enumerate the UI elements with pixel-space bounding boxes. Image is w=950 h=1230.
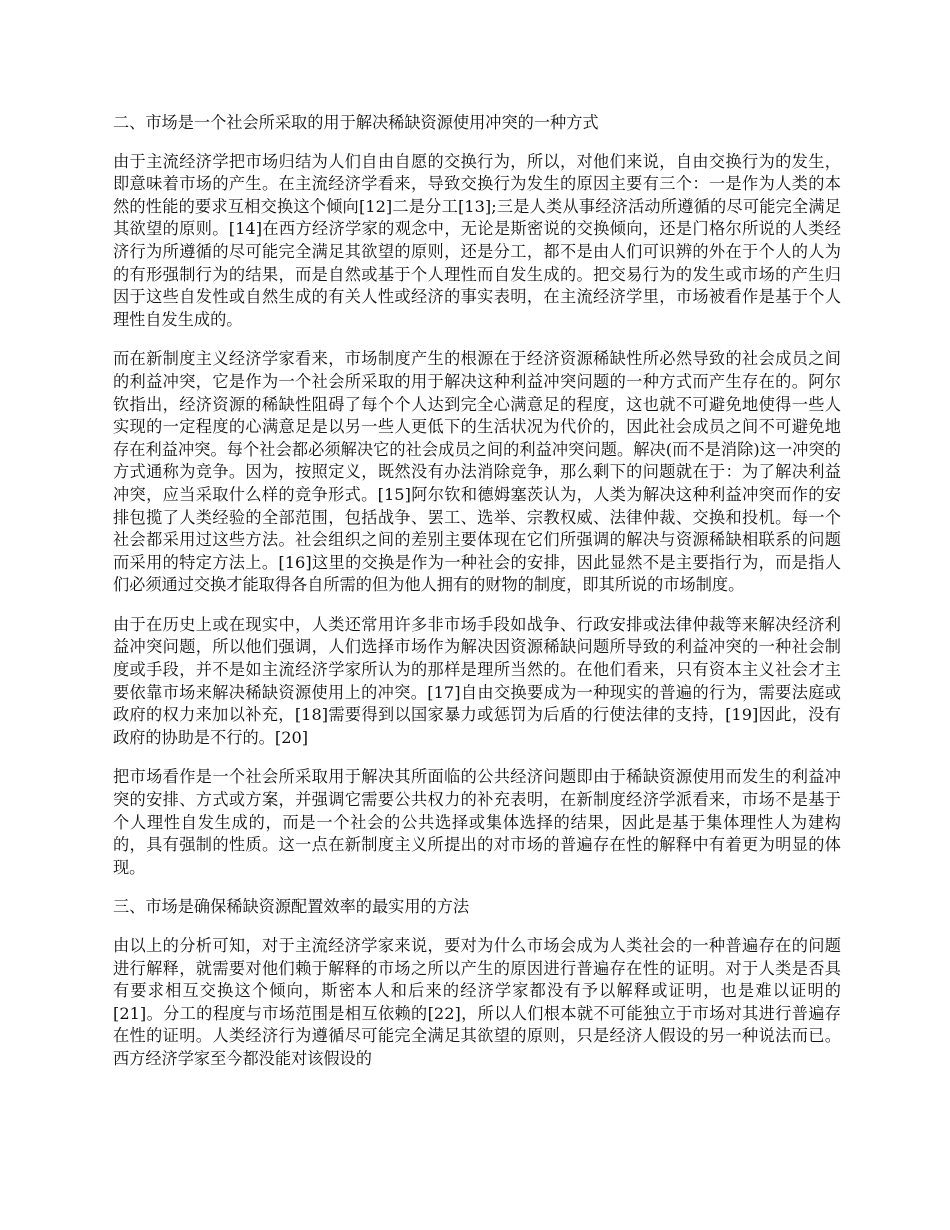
section-heading-2: 二、市场是一个社会所采取的用于解决稀缺资源使用冲突的一种方式 — [113, 113, 599, 132]
paragraph-non-market-means: 由于在历史上或在现实中，人类还常用许多非市场手段如战争、行政安排或法律仲裁等来解决经济利益冲突问题，所以他们强调，人们选择市场作为解决因资源稀缺问题所导致的利益冲突的一种社会制度或手段，并不是如主流经济学家所认为的那样是理所当然的。在他们看来，只有资本主义社会才主要依靠市场来解决稀缺资源使用上的冲突。[17]自由交换要成为一种现实的普遍的行为，需要法庭或政府的权力来加以补充，[18]需要得到以国家暴力或惩罚为后盾的行使法律的支持，[19]因此，没有政府的协助是不行的。[20] — [113, 614, 841, 747]
paragraph-mainstream-view: 由于主流经济学把市场归结为人们自由自愿的交换行为，所以，对他们来说，自由交换行为的发生，即意味着市场的产生。在主流经济学看来，导致交换行为发生的原因主要有三个：一是作为人类的本然的性能的要求互相交换这个倾向[12]二是分工[13];三是人类从事经济活动所遵循的尽可能完全满足其欲望的原则。[14]在西方经济学家的观念中，无论是斯密说的交换倾向，还是门格尔所说的人类经济行为所遵循的尽可能完全满足其欲望的原则，还是分工，都不是由人们可识辨的外在于个人的人为的有形强制行为的结果，而是自然或基于个人理性而自发生成的。把交易行为的发生或市场的产生归因于这些自发性或自然生成的有关人性或经济的事实表明，在主流经济学里，市场被看作是基于个人理性自发生成的。 — [113, 151, 841, 329]
section-heading-3: 三、市场是确保稀缺资源配置效率的最实用的方法 — [113, 897, 470, 917]
paragraph-new-institutional-view: 而在新制度主义经济学家看来，市场制度产生的根源在于经济资源稀缺性所必然导致的社会成员之间的利益冲突，它是作为一个社会所采取的用于解决这种利益冲突问题的一种方式而产生存在的。阿尔钦指出，经济资源的稀缺性阻碍了每个个人达到完全心满意足的程度，这也就不可避免地使得一些人实现的一定程度的心满意足是以另一些人更低下的生活状况为代价的，因此社会成员之间不可避免地存在利益冲突。每个社会都必须解决它的社会成员之间的利益冲突问题。解决(而不是消除)这一冲突的方式通称为竞争。因为，按照定义，既然没有办法消除竞争，那么剩下的问题就在于：为了解决利益冲突，应当采取什么样的竞争形式。[15]阿尔钦和德姆塞茨认为，人类为解决这种利益冲突而作的安排包揽了人类经验的全部范围，包括战争、罢工、选举、宗教权威、法律仲裁、交换和投机。每一个社会都采用过这些方法。社会组织之间的差别主要体现在它们所强调的解决与资源稀缺相联系的问题而采用的特定方法上。[16]这里的交换是作为一种社会的安排，因此显然不是主要指行为，而是指人们必须通过交换才能取得各自所需的但为他人拥有的财物的制度，即其所说的市场制度。 — [113, 349, 841, 595]
paragraph-collective-choice: 把市场看作是一个社会所采取用于解决其所面临的公共经济问题即由于稀缺资源使用而发生的利益冲突的安排、方式或方案，并强调它需要公共权力的补充表明，在新制度经济学派看来，市场不是基于个人理性自发生成的，而是一个社会的公共选择或集体选择的结果，因此是基于集体理性人为建构的，具有强制的性质。这一点在新制度主义所提出的对市场的普遍存在性的解释中有着更为明显的体现。 — [113, 767, 841, 877]
document-body — [113, 112, 841, 1088]
paragraph-universality-analysis: 由以上的分析可知，对于主流经济学家来说，要对为什么市场会成为人类社会的一种普遍存在的问题进行解释，就需要对他们赖于解释的市场之所以产生的原因进行普遍存在性的证明。对于人类是否具有要求相互交换这个倾向，斯密本人和后来的经济学家都没有予以解释或证明，也是难以证明的[21]。分工的程度与市场范围是相互依赖的[22]，所以人们根本就不可能独立于市场对其进行普遍存在性的证明。人类经济行为遵循尽可能完全满足其欲望的原则，只是经济人假设的另一种说法而已。西方经济学家至今都没能对该假设的 — [113, 936, 841, 1068]
